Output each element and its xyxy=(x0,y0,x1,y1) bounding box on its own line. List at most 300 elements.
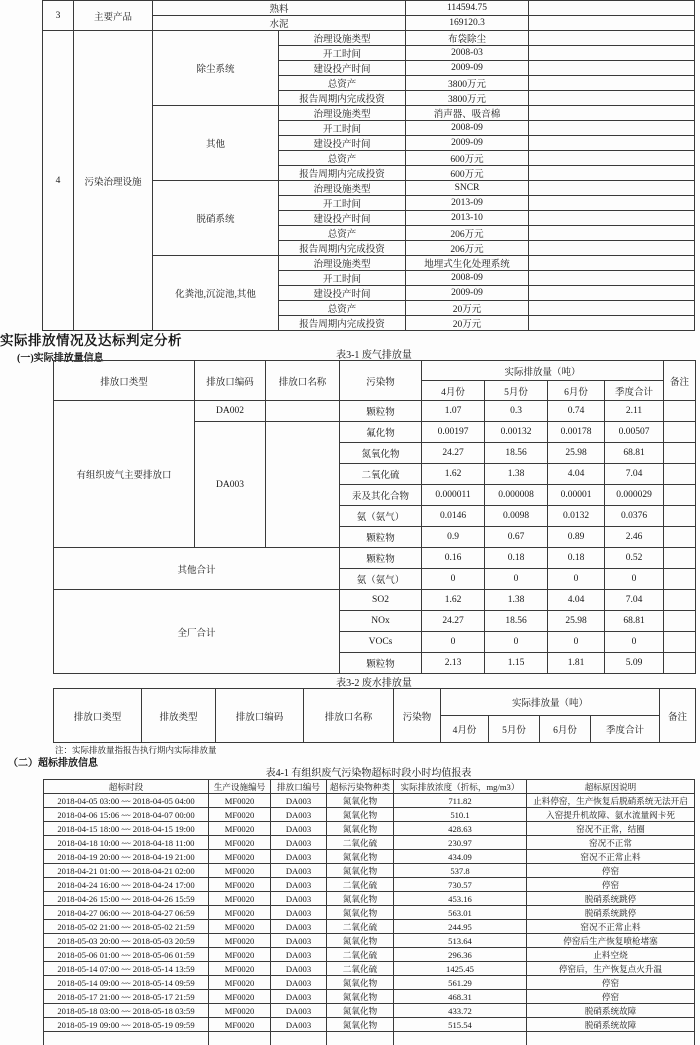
concentration-value: 515.54 xyxy=(394,1018,527,1032)
exceedance-report-table xyxy=(43,779,695,1045)
emission-row xyxy=(54,548,696,569)
facility-code: MF0020 xyxy=(209,864,271,878)
empty-cell xyxy=(327,1032,394,1045)
facility-code: MF0020 xyxy=(209,892,271,906)
waste-gas-emission-table xyxy=(53,360,696,674)
t31-header-outlet-type: 排放口类型 xyxy=(54,361,195,401)
remark-cell xyxy=(664,611,696,632)
empty-cell xyxy=(529,46,695,61)
empty-cell xyxy=(529,241,695,256)
exceed-reason: 窑况不正常止料 xyxy=(527,920,695,934)
attr-label: 开工时间 xyxy=(279,271,406,286)
empty-cell xyxy=(529,286,695,301)
pollutant-name: 二氧化硫 xyxy=(327,962,394,976)
pollutant-name: 颗粒物 xyxy=(340,527,422,548)
t31-header-outlet-code: 排放口编码 xyxy=(195,361,266,401)
t31-header-pollutant: 污染物 xyxy=(340,361,422,401)
facility-code: MF0020 xyxy=(209,878,271,892)
outlet-code: DA002 xyxy=(195,401,266,422)
facility-code: MF0020 xyxy=(209,822,271,836)
attr-value: 2008-09 xyxy=(406,271,529,286)
pollutant-name: SO2 xyxy=(340,590,422,611)
table-3-1-title: 表3-1 废气排放量 xyxy=(336,350,412,361)
outlet-code: DA003 xyxy=(271,976,327,990)
emission-value: 0.74 xyxy=(548,401,605,422)
product-and-facility-table xyxy=(42,0,695,331)
outlet-code: DA003 xyxy=(271,836,327,850)
attr-label: 开工时间 xyxy=(279,196,406,211)
concentration-value: 510.1 xyxy=(394,808,527,822)
product-name: 水泥 xyxy=(153,16,406,31)
outlet-type: 其他合计 xyxy=(54,548,340,590)
concentration-value: 244.95 xyxy=(394,920,527,934)
exceed-period: 2018-04-18 10:00 ~~ 2018-04-18 11:00 xyxy=(44,836,209,850)
concentration-value: 230.97 xyxy=(394,836,527,850)
exceed-reason: 脱硝系统故障 xyxy=(527,1018,695,1032)
t31-header-outlet-name: 排放口名称 xyxy=(266,361,340,401)
exceed-reason: 窑况不正常 xyxy=(527,836,695,850)
emission-value: 0.00132 xyxy=(485,422,548,443)
facility-code: MF0020 xyxy=(209,1018,271,1032)
outlet-code: DA003 xyxy=(271,920,327,934)
emission-value: 0.0146 xyxy=(422,506,485,527)
concentration-value: 561.29 xyxy=(394,976,527,990)
attr-label: 总资产 xyxy=(279,151,406,166)
exceedance-row xyxy=(44,906,695,920)
outlet-code: DA003 xyxy=(271,906,327,920)
emission-value: 0.0098 xyxy=(485,506,548,527)
exceedance-row xyxy=(44,822,695,836)
remark-cell xyxy=(664,443,696,464)
exceedance-row xyxy=(44,794,695,808)
attr-value: 布袋除尘 xyxy=(406,31,529,46)
t32-header-pollutant: 污染物 xyxy=(394,689,441,743)
emission-value: 4.04 xyxy=(548,464,605,485)
exceed-period: 2018-05-02 21:00 ~~ 2018-05-02 21:59 xyxy=(44,920,209,934)
exceed-reason: 脱硝系统故障 xyxy=(527,1004,695,1018)
t32-header-outlet-code: 排放口编码 xyxy=(216,689,304,743)
t32-header-april: 4月份 xyxy=(441,716,489,743)
emission-value: 0.00178 xyxy=(548,422,605,443)
empty-cell xyxy=(529,1,695,16)
emission-value: 0.000029 xyxy=(605,485,664,506)
row-category: 污染治理设施 xyxy=(74,31,153,331)
emission-value: 1.38 xyxy=(485,464,548,485)
wastewater-emission-table xyxy=(53,688,696,743)
emission-value: 0.67 xyxy=(485,527,548,548)
emission-value: 7.04 xyxy=(605,464,664,485)
empty-cell xyxy=(527,1032,695,1045)
facility-code: MF0020 xyxy=(209,906,271,920)
remark-cell xyxy=(664,569,696,590)
outlet-name xyxy=(266,401,340,422)
empty-cell xyxy=(271,1032,327,1045)
t41-header-row xyxy=(44,780,695,794)
exceed-reason: 止料空烧 xyxy=(527,948,695,962)
pollutant-name: 氮氧化物 xyxy=(340,443,422,464)
emission-value: 68.81 xyxy=(605,611,664,632)
exceedance-row-partial xyxy=(44,1032,695,1045)
remark-cell xyxy=(664,464,696,485)
empty-cell xyxy=(529,226,695,241)
t31-header-quarter-total: 季度合计 xyxy=(605,381,664,401)
exceedance-row xyxy=(44,962,695,976)
attr-value: 206万元 xyxy=(406,241,529,256)
attr-label: 开工时间 xyxy=(279,121,406,136)
facility-code: MF0020 xyxy=(209,794,271,808)
exceedance-row xyxy=(44,850,695,864)
pollutant-name: 氮氧化物 xyxy=(327,934,394,948)
emission-value: 0.18 xyxy=(485,548,548,569)
exceedance-row xyxy=(44,934,695,948)
attr-label: 治理设施类型 xyxy=(279,256,406,271)
facility-code: MF0020 xyxy=(209,976,271,990)
row-index: 4 xyxy=(43,31,74,331)
attr-value: 2009-09 xyxy=(406,136,529,151)
empty-cell xyxy=(529,151,695,166)
exceedance-row xyxy=(44,1018,695,1032)
exceedance-row xyxy=(44,920,695,934)
emission-value: 0 xyxy=(422,569,485,590)
emission-value: 18.56 xyxy=(485,611,548,632)
exceedance-row xyxy=(44,864,695,878)
attr-label: 总资产 xyxy=(279,76,406,91)
emission-value: 0 xyxy=(605,569,664,590)
concentration-value: 563.01 xyxy=(394,906,527,920)
emission-value: 4.04 xyxy=(548,590,605,611)
emission-value: 0.18 xyxy=(548,548,605,569)
exceed-reason: 停窑 xyxy=(527,976,695,990)
remark-cell xyxy=(664,485,696,506)
attr-value: 2009-09 xyxy=(406,61,529,76)
emission-value: 0.00507 xyxy=(605,422,664,443)
outlet-type: 有组织废气主要排放口 xyxy=(54,401,195,548)
remark-cell xyxy=(664,422,696,443)
concentration-value: 453.16 xyxy=(394,892,527,906)
attr-value: 2008-09 xyxy=(406,121,529,136)
emission-value: 0.52 xyxy=(605,548,664,569)
t31-header-may: 5月份 xyxy=(485,381,548,401)
t41-header-exceed-period: 超标时段 xyxy=(44,780,209,794)
outlet-code: DA003 xyxy=(271,962,327,976)
empty-cell xyxy=(529,136,695,151)
t32-header-remark: 备注 xyxy=(660,689,696,743)
emission-value: 0 xyxy=(548,569,605,590)
empty-cell xyxy=(529,196,695,211)
row-index: 3 xyxy=(43,1,74,31)
remark-cell xyxy=(664,548,696,569)
facility-code: MF0020 xyxy=(209,948,271,962)
pollutant-name: 二氧化硫 xyxy=(327,948,394,962)
emission-value: 24.27 xyxy=(422,611,485,632)
remark-cell xyxy=(664,653,696,674)
exceedance-row xyxy=(44,976,695,990)
exceed-reason: 入窑提升机故障、氨水流量阀卡死 xyxy=(527,808,695,822)
facility-code: MF0020 xyxy=(209,920,271,934)
attr-label: 治理设施类型 xyxy=(279,106,406,121)
outlet-code: DA003 xyxy=(271,878,327,892)
emission-value: 1.62 xyxy=(422,590,485,611)
remark-cell xyxy=(664,506,696,527)
facility-code: MF0020 xyxy=(209,962,271,976)
remark-cell xyxy=(664,527,696,548)
pollutant-name: 二氧化硫 xyxy=(340,464,422,485)
facility-code: MF0020 xyxy=(209,850,271,864)
pollutant-name: 颗粒物 xyxy=(340,548,422,569)
product-row xyxy=(43,1,695,16)
pollutant-name: 氮氧化物 xyxy=(327,892,394,906)
attr-value: 600万元 xyxy=(406,166,529,181)
attr-value: 20万元 xyxy=(406,301,529,316)
t32-header-quarter-total: 季度合计 xyxy=(591,716,660,743)
emission-value: 0.0132 xyxy=(548,506,605,527)
exceed-period: 2018-05-18 03:00 ~~ 2018-05-18 03:59 xyxy=(44,1004,209,1018)
pollutant-name: 二氧化硫 xyxy=(327,920,394,934)
concentration-value: 468.31 xyxy=(394,990,527,1004)
empty-cell xyxy=(209,1032,271,1045)
exceed-period: 2018-04-24 16:00 ~~ 2018-04-24 17:00 xyxy=(44,878,209,892)
t41-header-concentration-value: 实际排放浓度（折标，mg/m3） xyxy=(394,780,527,794)
attr-label: 总资产 xyxy=(279,301,406,316)
outlet-code: DA003 xyxy=(271,850,327,864)
outlet-code: DA003 xyxy=(271,948,327,962)
emission-value: 25.98 xyxy=(548,611,605,632)
exceed-period: 2018-04-05 03:00 ~~ 2018-04-05 04:00 xyxy=(44,794,209,808)
pollutant-name: 颗粒物 xyxy=(340,401,422,422)
exceedance-row xyxy=(44,878,695,892)
pollutant-name: 氮氧化物 xyxy=(327,990,394,1004)
t41-header-exceed-reason: 超标原因说明 xyxy=(527,780,695,794)
attr-value: 600万元 xyxy=(406,151,529,166)
concentration-value: 296.36 xyxy=(394,948,527,962)
exceed-period: 2018-05-17 21:00 ~~ 2018-05-17 21:59 xyxy=(44,990,209,1004)
emission-value: 0 xyxy=(605,632,664,653)
emission-value: 1.15 xyxy=(485,653,548,674)
facility-attr-row xyxy=(43,31,695,46)
attr-value: 2009-09 xyxy=(406,286,529,301)
attr-value: 3800万元 xyxy=(406,91,529,106)
exceedance-row xyxy=(44,808,695,822)
t32-header-outlet-type: 排放口类型 xyxy=(54,689,142,743)
section-heading: 实际排放情况及达标判定分析 xyxy=(0,333,182,348)
emission-value: 2.13 xyxy=(422,653,485,674)
table-3-2-title: 表3-2 废水排放量 xyxy=(336,678,412,689)
emission-value: 0.000008 xyxy=(485,485,548,506)
remark-cell xyxy=(664,590,696,611)
exceed-period: 2018-04-27 06:00 ~~ 2018-04-27 06:59 xyxy=(44,906,209,920)
empty-cell xyxy=(529,91,695,106)
empty-cell xyxy=(529,211,695,226)
exceed-reason: 脱硝系统跳停 xyxy=(527,892,695,906)
t31-header-april: 4月份 xyxy=(422,381,485,401)
pollutant-name: 二氧化硫 xyxy=(327,878,394,892)
emission-value: 0.89 xyxy=(548,527,605,548)
concentration-value: 1425.45 xyxy=(394,962,527,976)
attr-value: 3800万元 xyxy=(406,76,529,91)
empty-cell xyxy=(394,1032,527,1045)
exceed-reason: 停窑 xyxy=(527,864,695,878)
attr-label: 总资产 xyxy=(279,226,406,241)
t41-header-pollutant-name: 超标污染物种类 xyxy=(327,780,394,794)
empty-cell xyxy=(529,256,695,271)
exceed-reason: 停窑后生产恢复喷枪堵塞 xyxy=(527,934,695,948)
attr-label: 开工时间 xyxy=(279,46,406,61)
outlet-name xyxy=(266,422,340,548)
t41-table-body xyxy=(44,794,695,1045)
empty-cell xyxy=(529,121,695,136)
t31-header-remark: 备注 xyxy=(664,361,696,401)
pollutant-name: 颗粒物 xyxy=(340,653,422,674)
emission-value: 24.27 xyxy=(422,443,485,464)
pollutant-name: 氨（氨气） xyxy=(340,506,422,527)
exceed-period: 2018-04-26 15:00 ~~ 2018-04-26 15:59 xyxy=(44,892,209,906)
t32-header-row-1 xyxy=(54,689,696,716)
exceed-period: 2018-04-19 20:00 ~~ 2018-04-19 21:00 xyxy=(44,850,209,864)
exceedance-row xyxy=(44,892,695,906)
attr-value: 2013-10 xyxy=(406,211,529,226)
pollutant-name: 氮氧化物 xyxy=(327,1018,394,1032)
attr-label: 建设投产时间 xyxy=(279,286,406,301)
emission-value: 1.81 xyxy=(548,653,605,674)
exceed-reason: 窑况不正常，结圈 xyxy=(527,822,695,836)
row-category: 主要产品 xyxy=(74,1,153,31)
pollutant-name: 二氧化硫 xyxy=(327,836,394,850)
exceed-period: 2018-05-14 07:00 ~~ 2018-05-14 13:59 xyxy=(44,962,209,976)
attr-label: 建设投产时间 xyxy=(279,136,406,151)
concentration-value: 730.57 xyxy=(394,878,527,892)
attr-value: 2008-03 xyxy=(406,46,529,61)
outlet-code: DA003 xyxy=(271,934,327,948)
pollutant-name: 氨（氨气） xyxy=(340,569,422,590)
exceed-reason: 止料停窑，生产恢复后脱硝系统无法开启 xyxy=(527,794,695,808)
outlet-type: 全厂合计 xyxy=(54,590,340,674)
concentration-value: 428.63 xyxy=(394,822,527,836)
empty-cell xyxy=(529,181,695,196)
outlet-code: DA003 xyxy=(271,892,327,906)
emission-value: 1.38 xyxy=(485,590,548,611)
empty-cell xyxy=(529,31,695,46)
subsection-1-heading: (一)实际排放量信息 xyxy=(17,353,104,364)
empty-cell xyxy=(529,106,695,121)
emission-value: 7.04 xyxy=(605,590,664,611)
emission-value: 1.62 xyxy=(422,464,485,485)
pollutant-name: 氮氧化物 xyxy=(327,906,394,920)
subsection-2-heading: （二）超标排放信息 xyxy=(8,758,98,769)
t31-header-row-1 xyxy=(54,361,696,381)
facility-code: MF0020 xyxy=(209,1004,271,1018)
emission-value: 1.07 xyxy=(422,401,485,422)
pollutant-name: 氮氧化物 xyxy=(327,808,394,822)
emission-value: 25.98 xyxy=(548,443,605,464)
emission-value: 0.00001 xyxy=(548,485,605,506)
t32-header-may: 5月份 xyxy=(489,716,540,743)
pollutant-name: 氮氧化物 xyxy=(327,976,394,990)
t32-header-discharge-type: 排放类型 xyxy=(142,689,216,743)
emission-value: 0 xyxy=(485,569,548,590)
t31-table-body xyxy=(54,401,696,674)
pollutant-name: 氮氧化物 xyxy=(327,850,394,864)
exceedance-row xyxy=(44,990,695,1004)
t41-header-facility-code: 生产设施编号 xyxy=(209,780,271,794)
concentration-value: 537.8 xyxy=(394,864,527,878)
product-name: 熟料 xyxy=(153,1,406,16)
attr-label: 建设投产时间 xyxy=(279,61,406,76)
exceed-reason: 停窑后，生产恢复点火升温 xyxy=(527,962,695,976)
emission-value: 0 xyxy=(485,632,548,653)
emission-value: 18.56 xyxy=(485,443,548,464)
emission-value: 2.11 xyxy=(605,401,664,422)
t32-header-actual-amount: 实际排放量（吨） xyxy=(441,689,660,716)
attr-label: 治理设施类型 xyxy=(279,31,406,46)
attr-value: 206万元 xyxy=(406,226,529,241)
t31-header-june: 6月份 xyxy=(548,381,605,401)
pollutant-name: 氮氧化物 xyxy=(327,822,394,836)
table-4-1-title: 表4-1 有组织废气污染物超标时段小时均值报表 xyxy=(265,768,472,779)
remark-cell xyxy=(664,632,696,653)
exceed-period: 2018-05-06 01:00 ~~ 2018-05-06 01:59 xyxy=(44,948,209,962)
emission-row xyxy=(54,401,696,422)
concentration-value: 434.09 xyxy=(394,850,527,864)
attr-label: 报告周期内完成投资 xyxy=(279,241,406,256)
facility-code: MF0020 xyxy=(209,808,271,822)
pollutant-name: 氮氧化物 xyxy=(327,864,394,878)
exceed-period: 2018-04-15 18:00 ~~ 2018-04-15 19:00 xyxy=(44,822,209,836)
outlet-code: DA003 xyxy=(271,990,327,1004)
emission-value: 0.000011 xyxy=(422,485,485,506)
product-value: 169120.3 xyxy=(406,16,529,31)
pollutant-name: 氮氧化物 xyxy=(327,794,394,808)
empty-cell xyxy=(529,76,695,91)
outlet-code: DA003 xyxy=(271,1004,327,1018)
facility-code: MF0020 xyxy=(209,934,271,948)
facility-code: MF0020 xyxy=(209,990,271,1004)
outlet-code: DA003 xyxy=(195,422,266,548)
system-name: 化粪池,沉淀池,其他 xyxy=(153,256,279,331)
outlet-code: DA003 xyxy=(271,794,327,808)
attr-value: 消声器、吸音棉 xyxy=(406,106,529,121)
exceed-reason: 窑况不正常止料 xyxy=(527,850,695,864)
empty-cell xyxy=(529,16,695,31)
exceed-reason: 脱硝系统跳停 xyxy=(527,906,695,920)
pollutant-name: 氟化物 xyxy=(340,422,422,443)
attr-value: 地埋式生化处理系统 xyxy=(406,256,529,271)
exceedance-row xyxy=(44,836,695,850)
exceed-period: 2018-05-14 09:00 ~~ 2018-05-14 09:59 xyxy=(44,976,209,990)
exceed-reason: 停窑 xyxy=(527,990,695,1004)
t32-header-june: 6月份 xyxy=(540,716,591,743)
emission-value: 0 xyxy=(548,632,605,653)
t32-header-outlet-name: 排放口名称 xyxy=(304,689,394,743)
attr-value: 2013-09 xyxy=(406,196,529,211)
t41-header-outlet-code: 排放口编号 xyxy=(271,780,327,794)
attr-value: SNCR xyxy=(406,181,529,196)
empty-cell xyxy=(529,61,695,76)
outlet-code: DA003 xyxy=(271,864,327,878)
emission-value: 0.16 xyxy=(422,548,485,569)
outlet-code: DA003 xyxy=(271,808,327,822)
exceedance-row xyxy=(44,948,695,962)
system-name: 脱硝系统 xyxy=(153,181,279,256)
exceed-period: 2018-05-19 09:00 ~~ 2018-05-19 09:59 xyxy=(44,1018,209,1032)
attr-label: 报告周期内完成投资 xyxy=(279,91,406,106)
empty-cell xyxy=(529,166,695,181)
outlet-code: DA003 xyxy=(271,1018,327,1032)
product-value: 114594.75 xyxy=(406,1,529,16)
emission-value: 68.81 xyxy=(605,443,664,464)
pollutant-name: 汞及其化合物 xyxy=(340,485,422,506)
emission-value: 0.9 xyxy=(422,527,485,548)
t32-note: 注：实际排放量指报告执行期内实际排放量 xyxy=(55,745,217,755)
